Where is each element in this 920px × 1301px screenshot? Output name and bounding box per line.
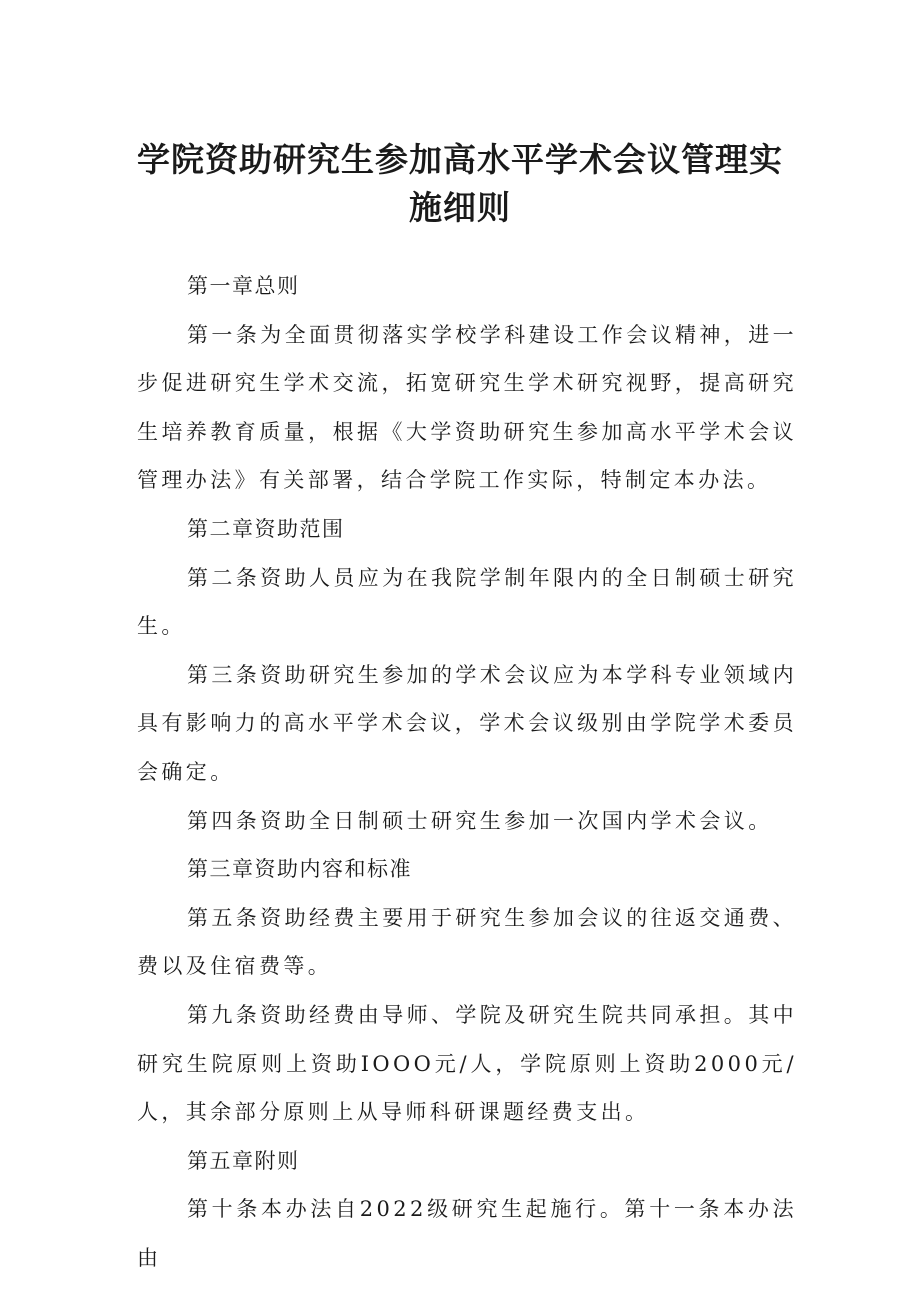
chapter-2-heading: 第二章资助范围 — [187, 516, 345, 541]
document-body — [137, 262, 797, 1282]
document-title-line-2: 施细则 — [409, 188, 511, 227]
chapter-5-heading: 第五章附则 — [187, 1148, 300, 1173]
article-5-paragraph: 第五条资助经费主要用于研究生参加会议的往返交通费、费以及住宿费等。 — [137, 905, 797, 979]
chapter-3-heading: 第三章资助内容和标准 — [187, 857, 412, 882]
article-10-paragraph: 第十条本办法自2022级研究生起施行。第十一条本办法由 — [137, 1197, 797, 1270]
article-3-paragraph: 第三条资助研究生参加的学术会议应为本学科专业领域内具有影响力的高水平学术会议，学术会议级别由学院学术委员会确定。 — [137, 662, 797, 784]
article-2-paragraph: 第二条资助人员应为在我院学制年限内的全日制硕士研究生。 — [137, 565, 797, 639]
article-4-paragraph: 第四条资助全日制硕士研究生参加一次国内学术会议。 — [187, 808, 773, 833]
article-1-paragraph: 第一条为全面贯彻落实学校学科建设工作会议精神，进一步促进研究生学术交流，拓宽研究生学术研究视野，提高研究生培养教育质量，根据《大学资助研究生参加高水平学术会议管理办法》有关部署，结合学院工作实际，特制定本办法。 — [137, 322, 797, 493]
document-title-line-1: 学院资助研究生参加高水平学术会议管理实 — [137, 140, 783, 179]
chapter-1-heading: 第一章总则 — [187, 274, 300, 298]
article-9-paragraph: 第九条资助经费由导师、学院及研究生院共同承担。其中研究生院原则上资助IOOO元/人，学院原则上资助2000元/人，其余部分原则上从导师科研课题经费支出。 — [137, 1002, 797, 1125]
